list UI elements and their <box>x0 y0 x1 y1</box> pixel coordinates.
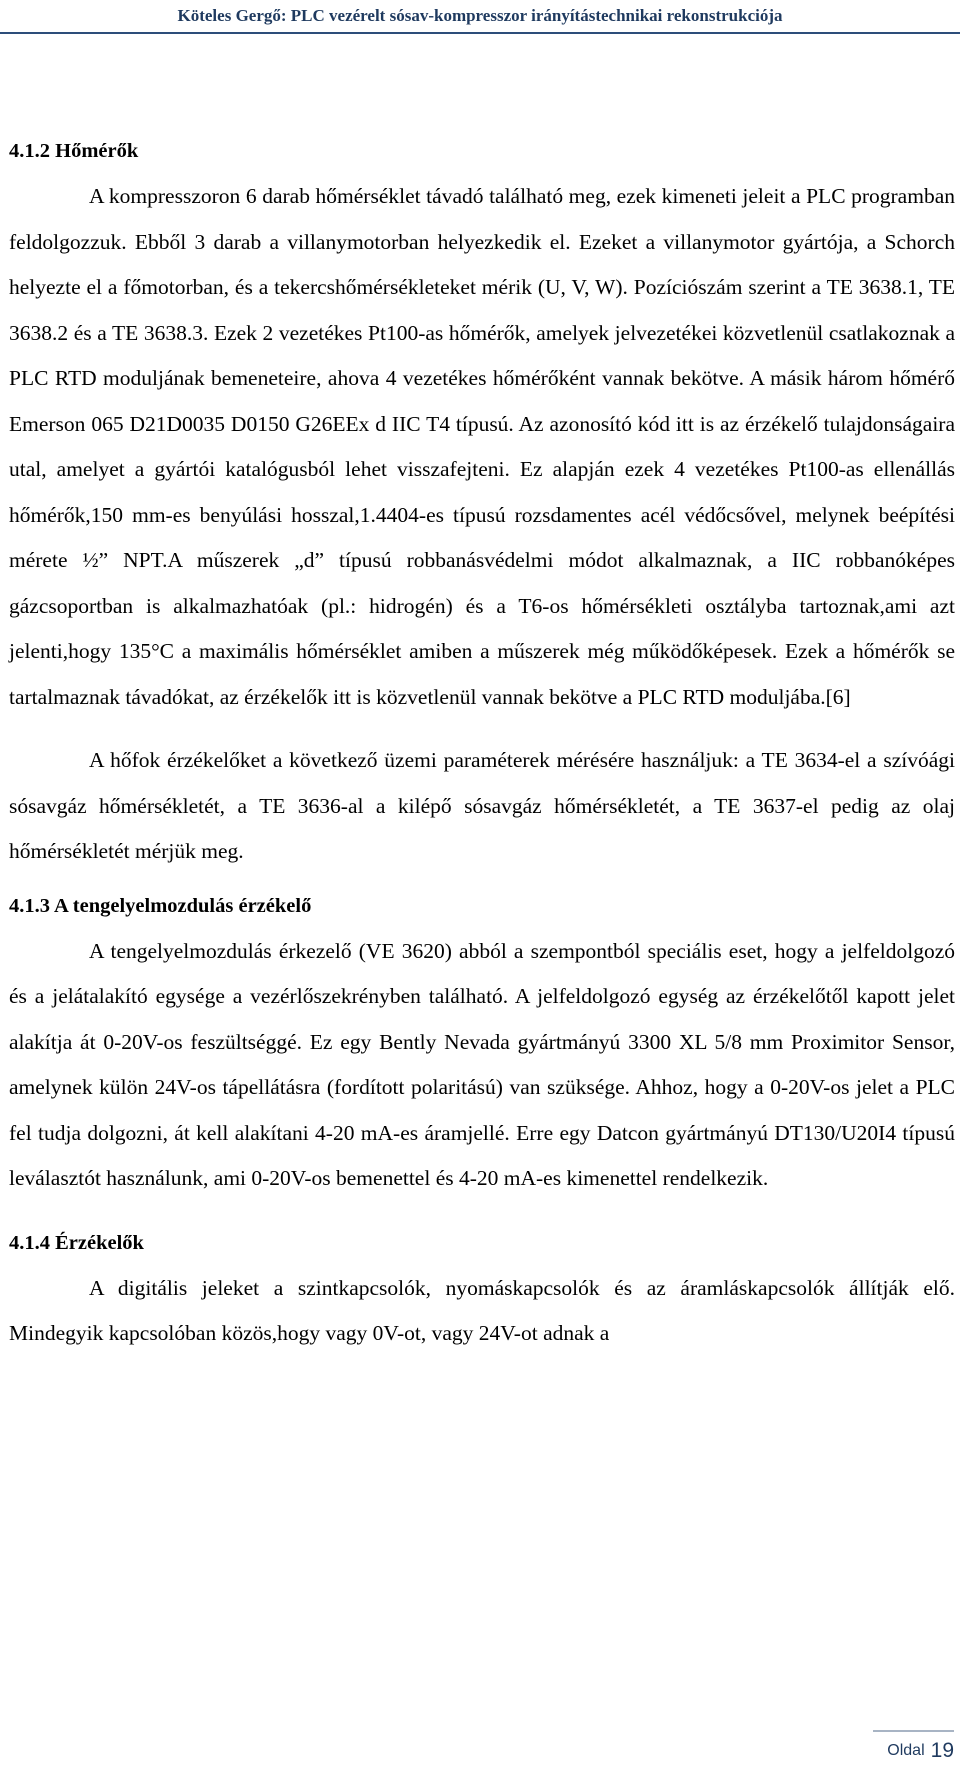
section-heading-sensors: 4.1.4 Érzékelők <box>9 1231 144 1254</box>
paragraph-thermometers-2: A hőfok érzékelőket a következő üzemi paraméterek mérésére használjuk: a TE 3634-el a szívóági sósavgáz hőmérsékletét, a TE 3636-al a kilépő sósavgáz hőmérsékletét, a TE 3637-el pedig az olaj hőmérsékletét mérjük meg. <box>9 748 955 863</box>
paragraph-sensors-1: A digitális jeleket a szintkapcsolók, nyomáskapcsolók és az áramláskapcsolók állítják elő. Mindegyik kapcsolóban közös,hogy vagy 0V-ot, vagy 24V-ot adnak a <box>9 1275 955 1345</box>
paragraph-thermometers-1: A kompresszoron 6 darab hőmérséklet távadó található meg, ezek kimeneti jeleit a PLC programban feldolgozzuk. Ebből 3 darab a villanymotorban helyezkedik el. Ezeket a villanymotor gyártója, a Schorch helyezte el a főmotorban, és a tekercshőmérsékleteket mérik (U, V, W). Pozíciószám szerint a TE 3638.1, TE 3638.2 és a TE 3638.3. Ezek 2 vezetékes Pt100-as hőmérők, amelyek jelvezetékei közvetlenül csatlakoznak a PLC RTD moduljának bemeneteire, ahova 4 vezetékes hőmérőként vannak bekötve. A másik három hőmérő Emerson 065 D21D0035 D0150 G26EEx d IIC T4 típusú. Az azonosító kód itt is az érzékelő tulajdonságaira utal, amelyet a gyártói katalógusból lehet visszafejteni. Ez alapján ezek 4 vezetékes Pt100-as ellenállás hőmérők,150 mm-es benyúlási hosszal,1.4404-es típusú rozsdamentes acél védőcsővel, melynek beépítési mérete ½” NPT.A műszerek „d” típusú robbanásvédelmi módot alkalmaznak, a IIC robbanóképes gázcsoportban is alkalmazhatóak (pl.: hidrogén) és a T6-os hőmérsékleti osztályba tartoznak,ami azt jelenti,hogy 135°C a maximális hőmérséklet amiben a műszerek még működőképesek. Ezek a hőmérők se tartalmaznak távadókat, az érzékelők itt is közvetlenül vannak bekötve a PLC RTD moduljába.[6] <box>9 184 955 709</box>
page-label: Oldal <box>887 1742 925 1759</box>
page-footer <box>873 1730 954 1768</box>
page-number: 19 <box>930 1739 954 1762</box>
document-body <box>9 128 955 1357</box>
page-header: Köteles Gergő: PLC vezérelt sósav-kompresszor irányítástechnikai rekonstrukciója <box>0 0 960 34</box>
section-heading-thermometers: 4.1.2 Hőmérők <box>9 140 139 162</box>
paragraph-shaft-displacement-1: A tengelyelmozdulás érkezelő (VE 3620) abból a szempontból speciális eset, hogy a jelfeldolgozó és a jelátalakító egysége a vezérlőszekrényben található. A jelfeldolgozó egység az érzékelőtől kapott jelet alakítja át 0-20V-os feszültséggé. Ez egy Bently Nevada gyártmányú 3300 XL 5/8 mm Proximitor Sensor, amelynek külön 24V-os tápellátásra (fordított polaritású) van szüksége. Ahhoz, hogy a 0-20V-os jelet a PLC fel tudja dolgozni, át kell alakítani 4-20 mA-es áramjellé. Erre egy Datcon gyártmányú DT130/U20I4 típusú leválasztót használunk, ami 0-20V-os bemenettel és 4-20 mA-es kimenettel rendelkezik. <box>9 938 955 1190</box>
section-heading-shaft-displacement: 4.1.3 A tengelyelmozdulás érzékelő <box>9 894 312 917</box>
